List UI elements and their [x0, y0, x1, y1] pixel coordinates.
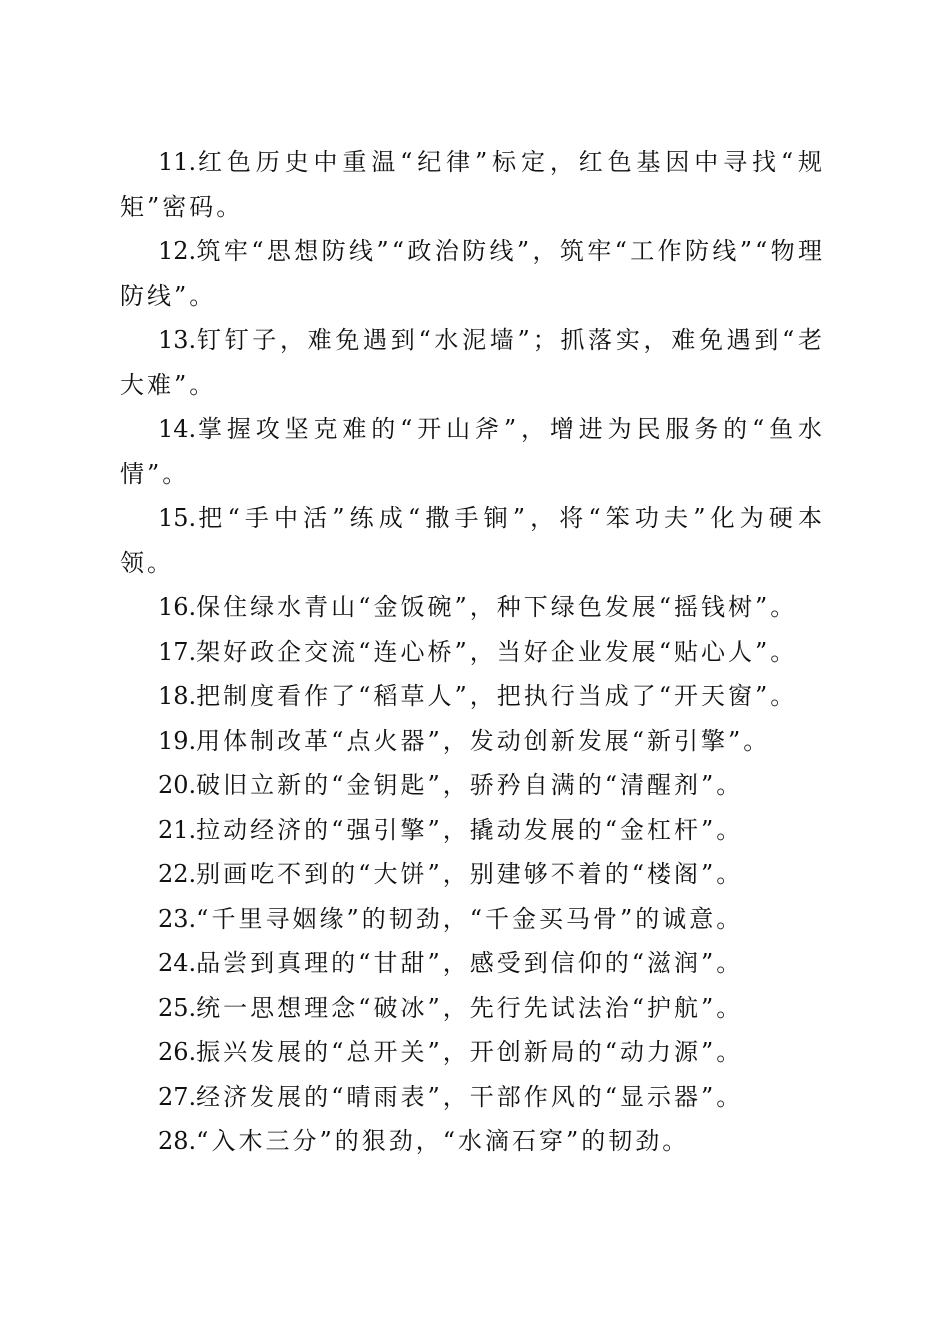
item-number: 26.	[158, 1038, 197, 1066]
list-item	[120, 318, 825, 407]
item-text: 架好政企交流“连心桥”，当好企业发展“贴心人”。	[196, 637, 798, 666]
item-text: 别画吃不到的“大饼”，别建够不着的“楼阁”。	[196, 860, 744, 888]
item-text: 破旧立新的“金钥匙”，骄矜自满的“清醒剂”。	[196, 771, 744, 799]
item-text: 掌握攻坚克难的“开山斧”，增进为民服务的“鱼水情”。	[120, 415, 825, 488]
list-item	[120, 1119, 825, 1164]
item-number: 12.	[158, 237, 197, 265]
item-number: 16.	[158, 593, 197, 621]
item-text: 钉钉子，难免遇到“水泥墙”；抓落实，难免遇到“老大难”。	[120, 326, 825, 399]
item-number: 19.	[158, 726, 197, 755]
list-item	[120, 941, 825, 986]
list-item	[120, 1075, 825, 1120]
list-item	[120, 630, 825, 675]
list-item	[120, 852, 825, 897]
item-number: 15.	[158, 504, 197, 532]
item-number: 18.	[158, 682, 197, 710]
item-text: 保住绿水青山“金饭碗”，种下绿色发展“摇钱树”。	[196, 593, 798, 621]
list-item	[120, 496, 825, 585]
list-item	[120, 897, 825, 942]
list-item	[120, 986, 825, 1031]
item-number: 17.	[158, 637, 197, 666]
list-item	[120, 763, 825, 808]
list-item	[120, 719, 825, 764]
list-item	[120, 140, 825, 229]
document-body	[120, 140, 825, 1164]
item-text: “入木三分”的狠劲，“水滴石穿”的韧劲。	[196, 1127, 690, 1155]
item-number: 24.	[158, 949, 197, 977]
item-number: 22.	[158, 860, 197, 888]
item-text: 用体制改革“点火器”，发动创新发展“新引擎”。	[196, 726, 771, 755]
item-number: 13.	[158, 326, 197, 354]
list-item	[120, 808, 825, 853]
item-number: 20.	[158, 771, 197, 799]
item-text: 红色历史中重温“纪律”标定，红色基因中寻找“规矩”密码。	[120, 148, 825, 221]
item-text: 经济发展的“晴雨表”，干部作风的“显示器”。	[196, 1082, 744, 1111]
item-text: 筑牢“思想防线”“政治防线”，筑牢“工作防线”“物理防线”。	[120, 237, 825, 310]
list-item	[120, 407, 825, 496]
item-number: 27.	[158, 1082, 197, 1111]
list-item	[120, 229, 825, 318]
item-text: 振兴发展的“总开关”，开创新局的“动力源”。	[196, 1038, 744, 1066]
item-number: 21.	[158, 815, 197, 844]
item-text: 把制度看作了“稻草人”，把执行当成了“开天窗”。	[196, 682, 798, 710]
list-item	[120, 674, 825, 719]
list-item	[120, 585, 825, 630]
item-number: 28.	[158, 1127, 197, 1155]
item-text: “千里寻姻缘”的韧劲，“千金买马骨”的诚意。	[196, 904, 744, 933]
item-text: 拉动经济的“强引擎”，撬动发展的“金杠杆”。	[196, 815, 744, 844]
item-number: 23.	[158, 904, 197, 933]
list-item	[120, 1030, 825, 1075]
item-text: 统一思想理念“破冰”，先行先试法治“护航”。	[196, 993, 744, 1022]
item-number: 11.	[158, 148, 197, 176]
item-number: 14.	[158, 415, 197, 443]
item-text: 品尝到真理的“甘甜”，感受到信仰的“滋润”。	[196, 949, 744, 977]
item-number: 25.	[158, 993, 197, 1022]
item-text: 把“手中活”练成“撒手锏”，将“笨功夫”化为硬本领。	[120, 504, 825, 577]
